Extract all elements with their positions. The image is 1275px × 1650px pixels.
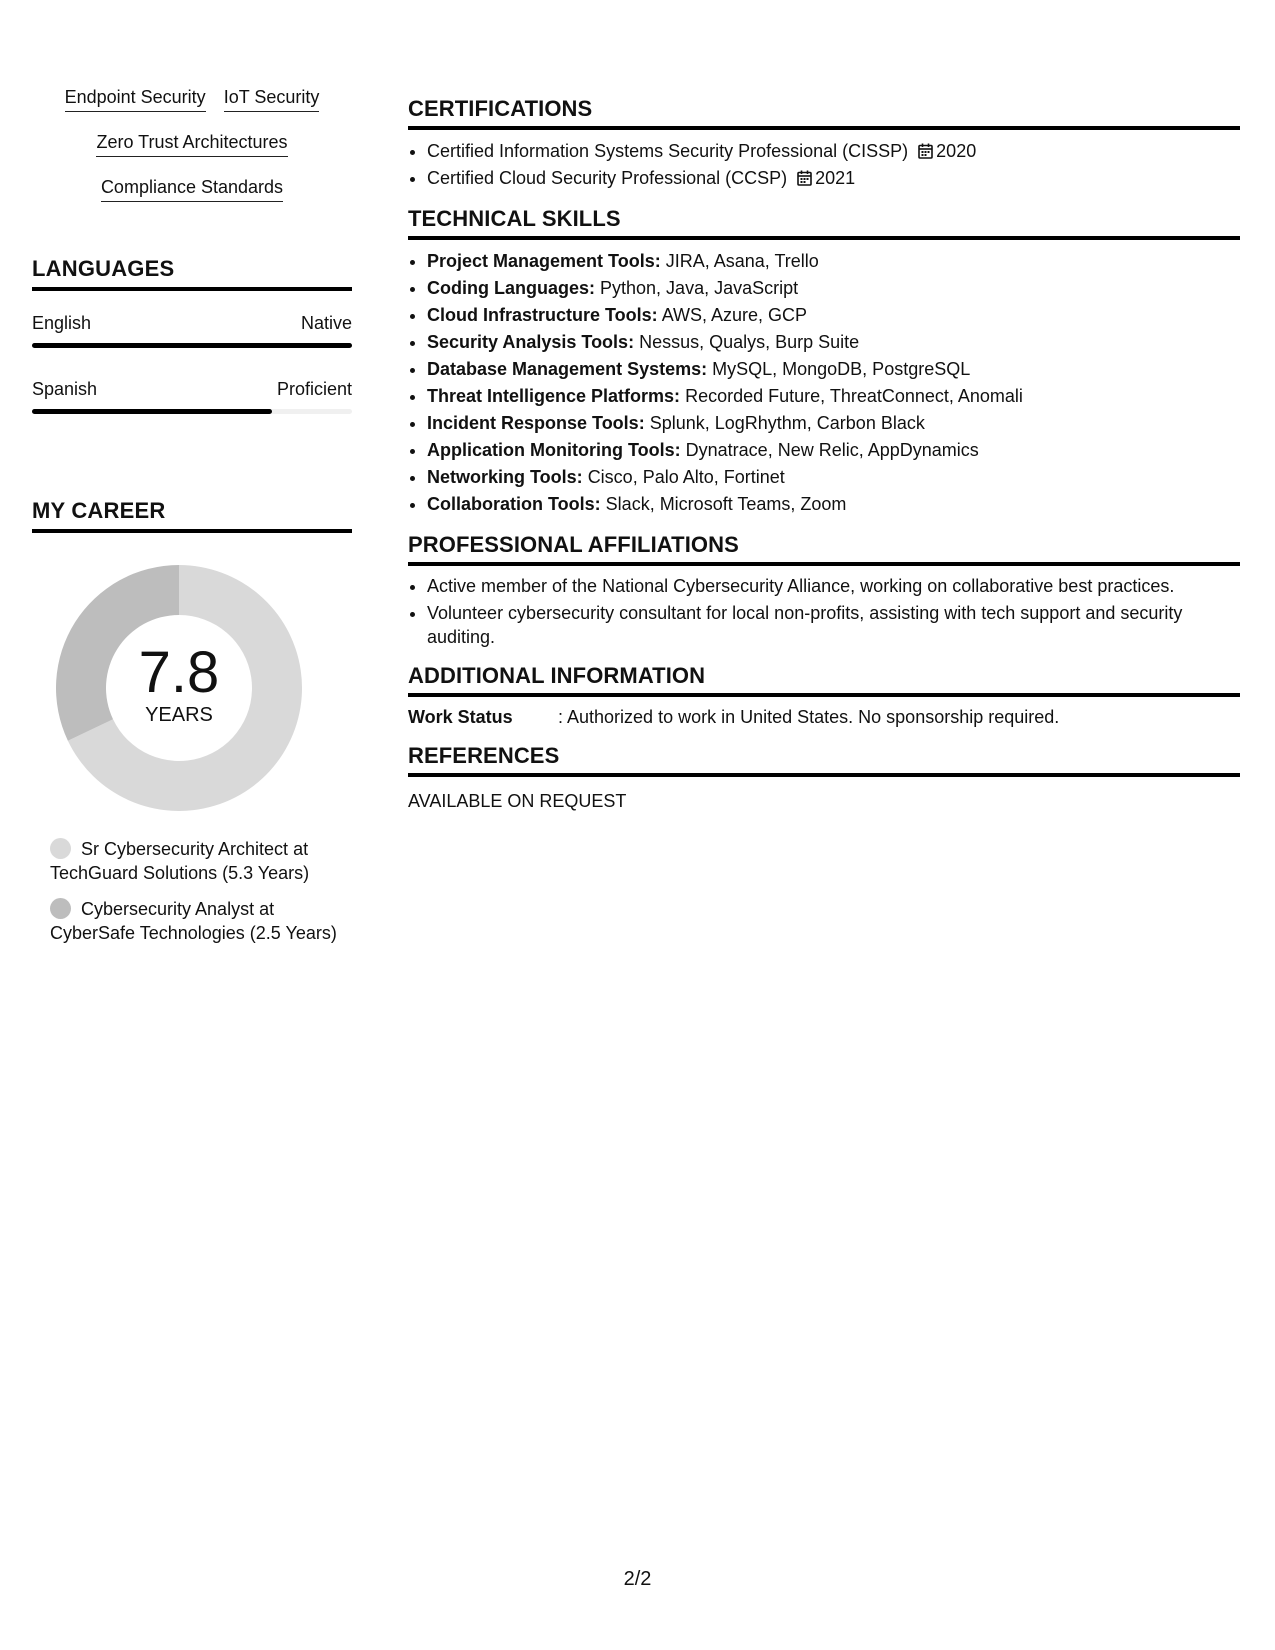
skill-item: [427, 464, 1240, 491]
career-legend: [50, 837, 340, 957]
certification-year: 2020: [936, 141, 977, 161]
skill-value: Splunk, LogRhythm, Carbon Black: [649, 413, 925, 433]
skill-item: [427, 275, 1240, 302]
certifications-section: [408, 96, 1240, 192]
skill-label: Security Analysis Tools:: [427, 332, 635, 352]
skill-tag: Compliance Standards: [101, 176, 283, 202]
skill-value: Nessus, Qualys, Burp Suite: [639, 332, 860, 352]
skill-label: Collaboration Tools:: [427, 494, 601, 514]
calendar-icon: [918, 143, 933, 159]
languages-heading: LANGUAGES: [32, 256, 352, 291]
career-role-label: Cybersecurity Analyst at CyberSafe Technologies (2.5 Years): [50, 899, 337, 943]
language-proficiency-fill: [32, 343, 352, 348]
career-legend-item: [50, 837, 340, 885]
skill-label: Coding Languages:: [427, 278, 595, 298]
skill-item: [427, 248, 1240, 275]
legend-dot-icon: [50, 838, 71, 859]
skill-label: Threat Intelligence Platforms:: [427, 386, 681, 406]
skill-tag: Zero Trust Architectures: [96, 131, 287, 157]
skill-label: Project Management Tools:: [427, 251, 661, 271]
skill-label: Networking Tools:: [427, 467, 583, 487]
skill-item: [427, 437, 1240, 464]
skill-label: Cloud Infrastructure Tools:: [427, 305, 658, 325]
skill-item: [427, 329, 1240, 356]
skill-value: Recorded Future, ThreatConnect, Anomali: [685, 386, 1023, 406]
skill-label: Incident Response Tools:: [427, 413, 645, 433]
technical-skills-section: [408, 206, 1240, 518]
affiliation-item: • Volunteer cybersecurity consultant for local non-profits, assisting with tech support and security auditing.: [427, 601, 1240, 649]
affiliations-list: [408, 574, 1240, 649]
career-total-unit: YEARS: [145, 704, 213, 726]
career-role-label: Sr Cybersecurity Architect at TechGuard Solutions (5.3 Years): [50, 839, 310, 883]
skill-tag-row: [32, 131, 352, 176]
certification-name: Certified Information Systems Security Professional (CISSP): [427, 141, 909, 161]
language-proficiency-fill: [32, 409, 272, 414]
work-status-label: Work Status: [408, 707, 513, 727]
language-item: [32, 378, 352, 414]
affiliations-section: [408, 532, 1240, 649]
certification-name: Certified Cloud Security Professional (CCSP): [427, 168, 788, 188]
work-status-value: : Authorized to work in United States. No sponsorship required.: [558, 707, 1060, 727]
career-donut-chart: [56, 565, 302, 811]
skill-label: Application Monitoring Tools:: [427, 440, 681, 460]
skill-value: Slack, Microsoft Teams, Zoom: [605, 494, 847, 514]
language-proficiency-bar: [32, 409, 352, 414]
references-section: [408, 743, 1240, 813]
language-name: Spanish: [32, 379, 98, 399]
certification-item: [427, 165, 1240, 192]
certifications-list: [408, 138, 1240, 192]
skill-tag: Endpoint Security: [65, 86, 206, 112]
language-item: [32, 312, 352, 348]
skill-tag: IoT Security: [224, 86, 320, 112]
certification-year: 2021: [815, 168, 856, 188]
language-level: Proficient: [276, 379, 352, 399]
career-total-years: 7.8: [138, 640, 220, 705]
skill-tags: [32, 86, 352, 221]
language-proficiency-bar: [32, 343, 352, 348]
career-legend-item: [50, 897, 340, 945]
skill-item: [427, 410, 1240, 437]
skill-value: Dynatrace, New Relic, AppDynamics: [685, 440, 979, 460]
technical-skills-heading: TECHNICAL SKILLS: [408, 206, 1240, 240]
skill-label: Database Management Systems:: [427, 359, 708, 379]
skill-tag-row: [32, 176, 352, 221]
certification-item: [427, 138, 1240, 165]
skill-value: Python, Java, JavaScript: [600, 278, 799, 298]
page-number: 2/2: [623, 1568, 652, 1590]
skill-value: AWS, Azure, GCP: [661, 305, 808, 325]
career-heading: MY CAREER: [32, 498, 352, 533]
skill-item: [427, 302, 1240, 329]
career-section: [32, 498, 352, 533]
references-heading: REFERENCES: [408, 743, 1240, 777]
skill-tag-row: [32, 86, 352, 131]
skill-value: JIRA, Asana, Trello: [665, 251, 819, 271]
skill-value: MySQL, MongoDB, PostgreSQL: [712, 359, 971, 379]
legend-dot-icon: [50, 898, 71, 919]
work-status-row: [408, 705, 1240, 729]
languages-section: [32, 256, 352, 414]
calendar-icon: [797, 170, 812, 186]
affiliation-item: • Active member of the National Cybersecurity Alliance, working on collaborative best practices.: [427, 574, 1240, 598]
skill-value: Cisco, Palo Alto, Fortinet: [587, 467, 785, 487]
language-name: English: [32, 313, 92, 333]
donut-center: [56, 565, 302, 811]
references-text: AVAILABLE ON REQUEST: [408, 791, 627, 811]
main-content: [408, 96, 1240, 827]
skill-item: [427, 383, 1240, 410]
certifications-heading: CERTIFICATIONS: [408, 96, 1240, 130]
skill-item: [427, 356, 1240, 383]
skill-item: [427, 491, 1240, 518]
affiliations-heading: PROFESSIONAL AFFILIATIONS: [408, 532, 1240, 566]
language-level: Native: [300, 313, 352, 333]
technical-skills-list: [408, 248, 1240, 518]
additional-info-section: [408, 663, 1240, 729]
additional-info-heading: ADDITIONAL INFORMATION: [408, 663, 1240, 697]
